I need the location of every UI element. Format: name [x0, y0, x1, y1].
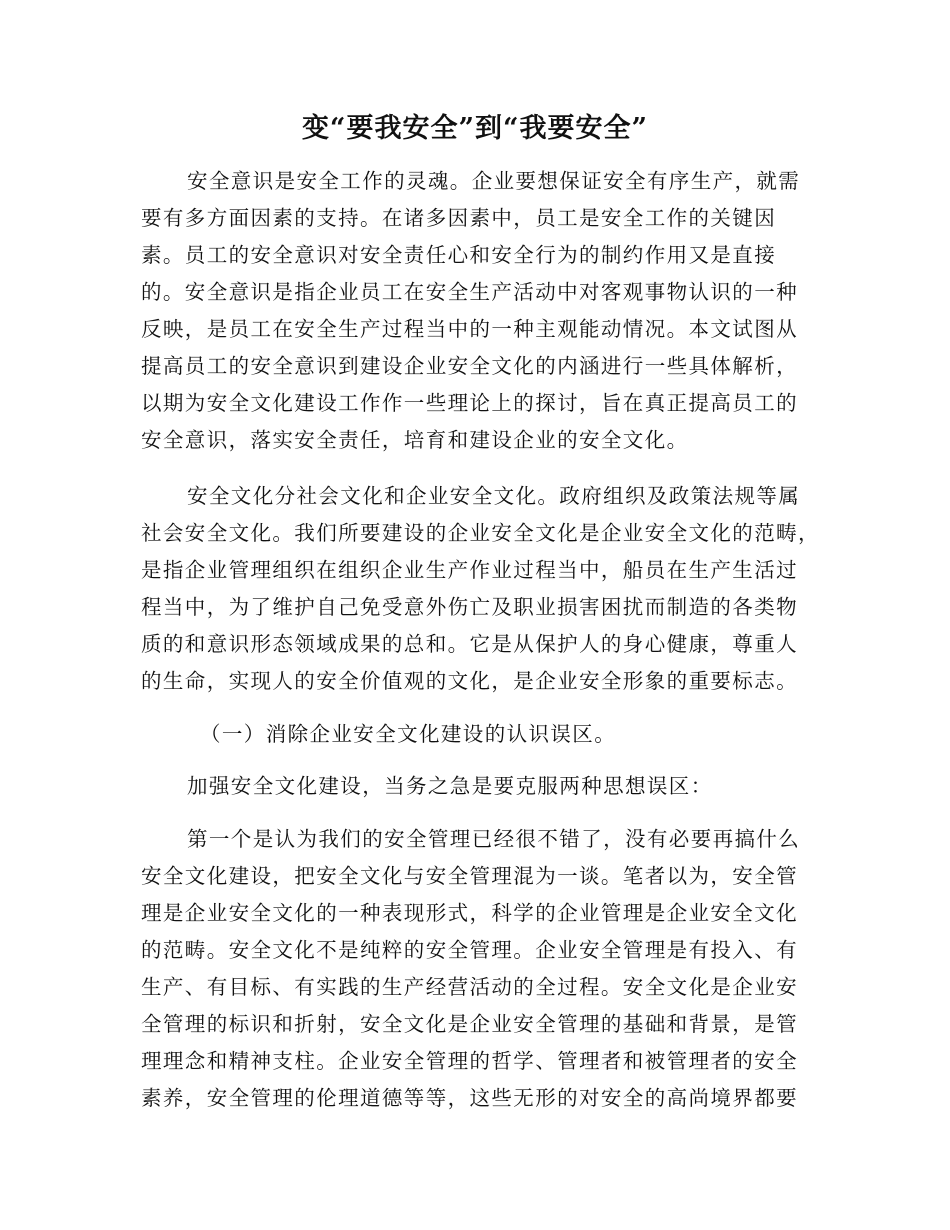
document-title: 变“要我安全”到“我要安全” — [301, 113, 649, 144]
text-line: 质的和意识形态领域成果的总和。它是从保护人的身心健康，尊重人 — [141, 632, 798, 656]
section-heading: （一）消除企业安全文化建设的认识误区。 — [200, 722, 617, 746]
text-line: 反映，是员工在安全生产过程当中的一种主观能动情况。本文试图从 — [141, 317, 798, 341]
text-line: 安全文化建设，把安全文化与安全管理混为一谈。笔者以为，安全管 — [141, 864, 798, 888]
text-line: 理理念和精神支柱。企业安全管理的哲学、管理者和被管理者的安全 — [141, 1049, 798, 1073]
text-line: 提高员工的安全意识到建设企业安全文化的内涵进行一些具体解析， — [141, 354, 798, 378]
text-line: 的生命，实现人的安全价值观的文化，是企业安全形象的重要标志。 — [141, 669, 798, 693]
text-line: 素。员工的安全意识对安全责任心和安全行为的制约作用又是直接 — [141, 243, 777, 267]
text-line: 以期为安全文化建设工作作一些理论上的探讨，旨在真正提高员工的 — [141, 391, 798, 415]
text-line: 第一个是认为我们的安全管理已经很不错了，没有必要再搞什么 — [187, 827, 801, 851]
text-line: 安全文化分社会文化和企业安全文化。政府组织及政策法规等属 — [187, 484, 801, 508]
text-line: 社会安全文化。我们所要建设的企业安全文化是企业安全文化的范畴， — [141, 521, 820, 545]
text-line: 全管理的标识和折射，安全文化是企业安全管理的基础和背景，是管 — [141, 1012, 798, 1036]
text-line: 的。安全意识是指企业员工在安全生产活动中对客观事物认识的一种 — [141, 280, 798, 304]
text-line: 是指企业管理组织在组织企业生产作业过程当中，船员在生产生活过 — [141, 558, 798, 582]
text-line: 要有多方面因素的支持。在诸多因素中，员工是安全工作的关键因 — [141, 206, 777, 230]
text-line: 生产、有目标、有实践的生产经营活动的全过程。安全文化是企业安 — [141, 975, 798, 999]
text-line: 素养，安全管理的伦理道德等等，这些无形的对安全的高尚境界都要 — [141, 1086, 798, 1110]
text-line: 安全意识，落实安全责任，培育和建设企业的安全文化。 — [141, 428, 689, 452]
text-line: 加强安全文化建设，当务之急是要克服两种思想误区： — [187, 774, 713, 798]
text-line: 的范畴。安全文化不是纯粹的安全管理。企业安全管理是有投入、有 — [141, 938, 798, 962]
text-line: 程当中，为了维护自己免受意外伤亡及职业损害困扰而制造的各类物 — [141, 595, 798, 619]
text-line: 安全意识是安全工作的灵魂。企业要想保证安全有序生产，就需 — [187, 169, 801, 193]
text-line: 理是企业安全文化的一种表现形式，科学的企业管理是企业安全文化 — [141, 901, 798, 925]
